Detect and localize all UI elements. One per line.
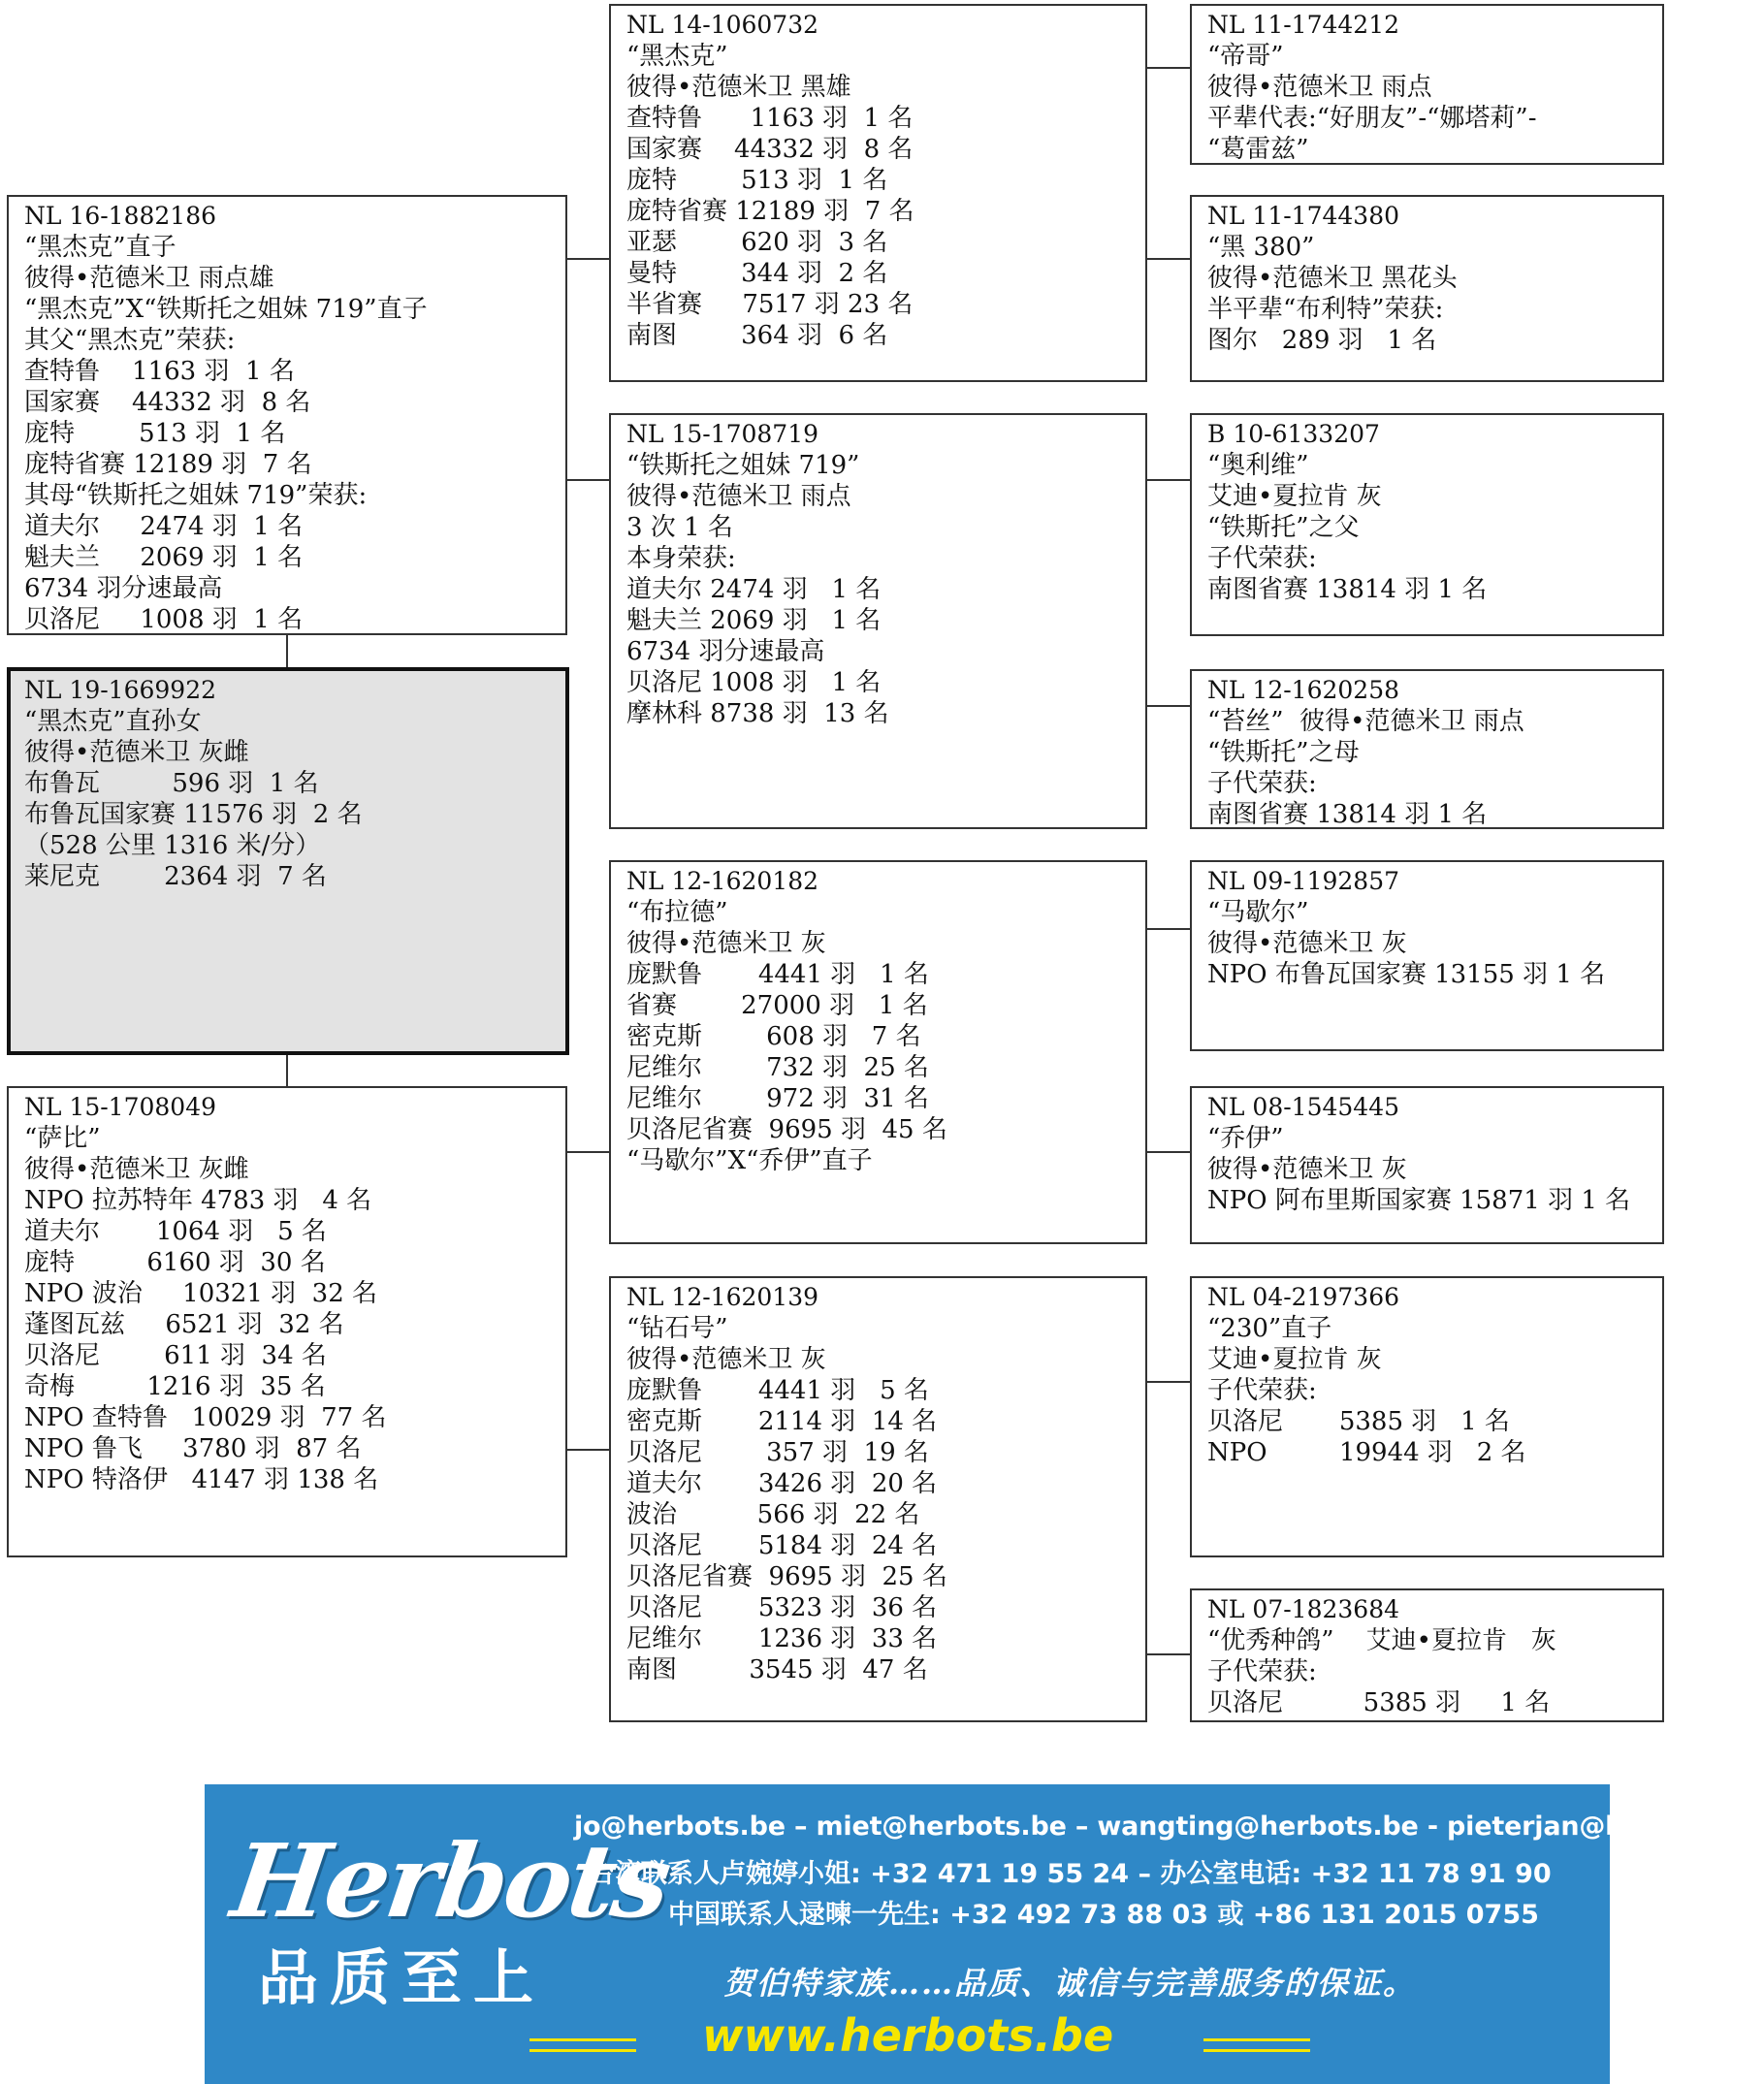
ring-number: NL 11-1744212: [1207, 11, 1400, 39]
info-line: 彼得•范德米卫 灰雌: [24, 738, 249, 767]
pigeon-name: “黑杰克”直子: [24, 233, 176, 262]
ring-number: NL 15-1708049: [24, 1093, 217, 1121]
ring-number: NL 09-1192857: [1207, 867, 1400, 895]
pigeon-name: “布拉德”: [626, 898, 728, 927]
info-line: 南图 364 羽 6 名: [626, 321, 888, 350]
info-line: 贝洛尼省赛 9695 羽 45 名: [626, 1115, 947, 1144]
pigeon-name: “萨比”: [24, 1124, 101, 1153]
info-line: 3 次 1 名: [626, 513, 733, 542]
info-line: NPO 19944 羽 2 名: [1207, 1438, 1526, 1467]
info-line: 彼得•范德米卫 灰: [1207, 929, 1407, 958]
ring-number: B 10-6133207: [1207, 420, 1380, 448]
info-line: 省赛 27000 羽 1 名: [626, 991, 928, 1020]
info-line: 子代荣获:: [1207, 1657, 1317, 1686]
info-line: 彼得•范德米卫 雨点雄: [24, 264, 274, 293]
ring-number: NL 14-1060732: [626, 11, 819, 39]
left-divider: [529, 2038, 636, 2052]
info-line: 6734 羽分速最高: [24, 574, 223, 603]
info-line: NPO 特洛伊 4147 羽 138 名: [24, 1465, 379, 1494]
info-line: 奇梅 1216 羽 35 名: [24, 1372, 326, 1401]
info-line: 子代荣获:: [1207, 1376, 1317, 1405]
ancestor-card-2: [1190, 195, 1664, 382]
ring-number: NL 04-2197366: [1207, 1283, 1400, 1311]
info-line: 贝洛尼 357 羽 19 名: [626, 1438, 929, 1467]
info-line: 贝洛尼 611 羽 34 名: [24, 1341, 327, 1370]
brand-slogan: 品质至上: [258, 1942, 546, 2013]
ring-number: NL 16-1882186: [24, 202, 217, 230]
info-line: 庞特省赛 12189 羽 7 名: [24, 450, 312, 479]
pigeon-name: “优秀种鸽” 艾迪•夏拉肯 灰: [1207, 1626, 1556, 1655]
info-line: 贝洛尼省赛 9695 羽 25 名: [626, 1562, 947, 1591]
info-line: 平辈代表:“好朋友”-“娜塔莉”-: [1207, 104, 1537, 133]
ancestor-card-7: [1190, 1276, 1664, 1557]
pigeon-name: “乔伊”: [1207, 1124, 1284, 1153]
info-line: 布鲁瓦 596 羽 1 名: [24, 769, 319, 798]
info-line: 魁夫兰 2069 羽 1 名: [626, 606, 882, 635]
info-line: 道夫尔 1064 羽 5 名: [24, 1217, 327, 1246]
info-line: 道夫尔 2474 羽 1 名: [24, 512, 304, 541]
info-line: “黑杰克”X“铁斯托之姐妹 719”直子: [24, 295, 428, 324]
info-line: “马歇尔”X“乔伊”直子: [626, 1146, 873, 1175]
info-line: 庞默鲁 4441 羽 5 名: [626, 1376, 929, 1405]
info-line: 查特鲁 1163 羽 1 名: [626, 104, 914, 133]
grandsire-maternal-card: [609, 860, 1147, 1244]
info-line: 贝洛尼 5385 羽 1 名: [1207, 1407, 1510, 1436]
pigeon-name: “奥利维”: [1207, 451, 1309, 480]
pigeon-name: “帝哥”: [1207, 42, 1284, 71]
granddam-maternal-card: [609, 1276, 1147, 1722]
subject-card: [7, 667, 569, 1055]
ancestor-card-4: [1190, 669, 1664, 829]
info-line: NPO 拉苏特年 4783 羽 4 名: [24, 1186, 372, 1215]
info-line: 彼得•范德米卫 灰: [1207, 1155, 1407, 1184]
website-link[interactable]: www.herbots.be: [702, 2009, 1114, 2062]
info-line: 摩林科 8738 羽 13 名: [626, 699, 889, 728]
granddam-paternal-card: [609, 413, 1147, 829]
info-line: 南图省赛 13814 羽 1 名: [1207, 575, 1488, 604]
ring-number: NL 12-1620258: [1207, 676, 1400, 704]
info-line: 贝洛尼 5184 羽 24 名: [626, 1531, 938, 1560]
info-line: 亚瑟 620 羽 3 名: [626, 228, 888, 257]
info-line: 密克斯 2114 羽 14 名: [626, 1407, 938, 1436]
info-line: 子代荣获:: [1207, 769, 1317, 798]
info-line: 彼得•范德米卫 雨点: [1207, 73, 1432, 102]
sire-card: [7, 195, 567, 635]
grandsire-paternal-card: [609, 4, 1147, 382]
info-line: 彼得•范德米卫 雨点: [626, 482, 851, 511]
ancestor-card-5: [1190, 860, 1664, 1051]
ancestor-card-6: [1190, 1086, 1664, 1244]
info-line: 贝洛尼 1008 羽 1 名: [24, 605, 304, 634]
info-line: 庞默鲁 4441 羽 1 名: [626, 960, 929, 989]
info-line: “铁斯托”之父: [1207, 513, 1360, 542]
info-line: 南图省赛 13814 羽 1 名: [1207, 800, 1488, 829]
info-line: “铁斯托”之母: [1207, 738, 1360, 767]
info-line: 图尔 289 羽 1 名: [1207, 326, 1437, 355]
info-line: 曼特 344 羽 2 名: [626, 259, 888, 288]
info-line: NPO 布鲁瓦国家赛 13155 羽 1 名: [1207, 960, 1606, 989]
info-line: “葛雷兹”: [1207, 135, 1309, 164]
dam-card: [7, 1086, 567, 1557]
info-line: 其父“黑杰克”荣获:: [24, 326, 236, 355]
ring-number: NL 12-1620182: [626, 867, 819, 895]
info-line: 6734 羽分速最高: [626, 637, 825, 666]
info-line: 贝洛尼 5323 羽 36 名: [626, 1593, 938, 1622]
contact-emails[interactable]: jo@herbots.be – miet@herbots.be – wangting@herbots.be - pieterjan@herbots.be: [574, 1811, 1764, 1842]
pigeon-name: “马歇尔”: [1207, 898, 1309, 927]
ring-number: NL 11-1744380: [1207, 202, 1400, 230]
info-line: 南图 3545 羽 47 名: [626, 1655, 928, 1684]
ring-number: NL 08-1545445: [1207, 1093, 1400, 1121]
info-line: 子代荣获:: [1207, 544, 1317, 573]
china-contact: 中国联系人逯暕一先生: +32 492 73 88 03 或 +86 131 2015 0755: [668, 1900, 1539, 1930]
info-line: 彼得•范德米卫 黑花头: [1207, 264, 1458, 293]
pigeon-name: “黑 380”: [1207, 233, 1315, 262]
info-line: 道夫尔 3426 羽 20 名: [626, 1469, 938, 1498]
info-line: 彼得•范德米卫 灰: [626, 1345, 826, 1374]
info-line: 查特鲁 1163 羽 1 名: [24, 357, 295, 386]
ring-number: NL 15-1708719: [626, 420, 819, 448]
info-line: 艾迪•夏拉肯 灰: [1207, 1345, 1382, 1374]
info-line: 道夫尔 2474 羽 1 名: [626, 575, 882, 604]
info-line: 庞特省赛 12189 羽 7 名: [626, 197, 914, 226]
info-line: 半平辈“布利特”荣获:: [1207, 295, 1444, 324]
info-line: 彼得•范德米卫 灰雌: [24, 1155, 249, 1184]
ancestor-card-8: [1190, 1588, 1664, 1722]
info-line: 魁夫兰 2069 羽 1 名: [24, 543, 304, 572]
taiwan-contact: 台湾联系人卢婉婷小姐: +32 471 19 55 24 – 办公室电话: +32 11 78 91 90: [589, 1859, 1552, 1889]
pigeon-name: “苔丝” 彼得•范德米卫 雨点: [1207, 707, 1524, 736]
info-line: 其母“铁斯托之姐妹 719”荣获:: [24, 481, 368, 510]
info-line: 彼得•范德米卫 灰: [626, 929, 826, 958]
info-line: 庞特 6160 羽 30 名: [24, 1248, 326, 1277]
brand-logo: Herbots: [225, 1821, 676, 1940]
info-line: 庞特 513 羽 1 名: [24, 419, 286, 448]
ancestor-card-3: [1190, 413, 1664, 636]
info-line: NPO 阿布里斯国家赛 15871 羽 1 名: [1207, 1186, 1631, 1215]
pigeon-name: “黑杰克”直孙女: [24, 707, 202, 736]
info-line: 艾迪•夏拉肯 灰: [1207, 482, 1382, 511]
info-line: 密克斯 608 羽 7 名: [626, 1022, 921, 1051]
right-divider: [1203, 2038, 1310, 2052]
info-line: 波治 566 羽 22 名: [626, 1500, 920, 1529]
info-line: 国家赛 44332 羽 8 名: [24, 388, 311, 417]
info-line: 贝洛尼 1008 羽 1 名: [626, 668, 882, 697]
info-line: 蓬图瓦兹 6521 羽 32 名: [24, 1310, 344, 1339]
info-line: 尼维尔 1236 羽 33 名: [626, 1624, 938, 1653]
footer-motto: 贺伯特家族……品质、诚信与完善服务的保证。: [723, 1965, 1417, 2002]
info-line: NPO 查特鲁 10029 羽 77 名: [24, 1403, 387, 1432]
info-line: 彼得•范德米卫 黑雄: [626, 73, 851, 102]
info-line: 国家赛 44332 羽 8 名: [626, 135, 914, 164]
footer-banner: [205, 1784, 1764, 2084]
info-line: （528 公里 1316 米/分）: [24, 831, 321, 860]
ring-number: NL 19-1669922: [24, 676, 217, 704]
info-line: 布鲁瓦国家赛 11576 羽 2 名: [24, 800, 363, 829]
info-line: 庞特 513 羽 1 名: [626, 166, 888, 195]
info-line: 尼维尔 732 羽 25 名: [626, 1053, 929, 1082]
info-line: NPO 波治 10321 羽 32 名: [24, 1279, 378, 1308]
pigeon-name: “钻石号”: [626, 1314, 728, 1343]
ancestor-card-1: [1190, 4, 1664, 165]
info-line: 半省赛 7517 羽 23 名: [626, 290, 914, 319]
pigeon-name: “铁斯托之姐妹 719”: [626, 451, 860, 480]
info-line: NPO 鲁飞 3780 羽 87 名: [24, 1434, 362, 1463]
info-line: 莱尼克 2364 羽 7 名: [24, 862, 327, 891]
info-line: 本身荣获:: [626, 544, 736, 573]
pigeon-name: “黑杰克”: [626, 42, 728, 71]
info-line: 尼维尔 972 羽 31 名: [626, 1084, 929, 1113]
ring-number: NL 12-1620139: [626, 1283, 819, 1311]
info-line: 贝洛尼 5385 羽 1 名: [1207, 1688, 1551, 1717]
pigeon-name: “230”直子: [1207, 1314, 1332, 1343]
ring-number: NL 07-1823684: [1207, 1595, 1400, 1623]
